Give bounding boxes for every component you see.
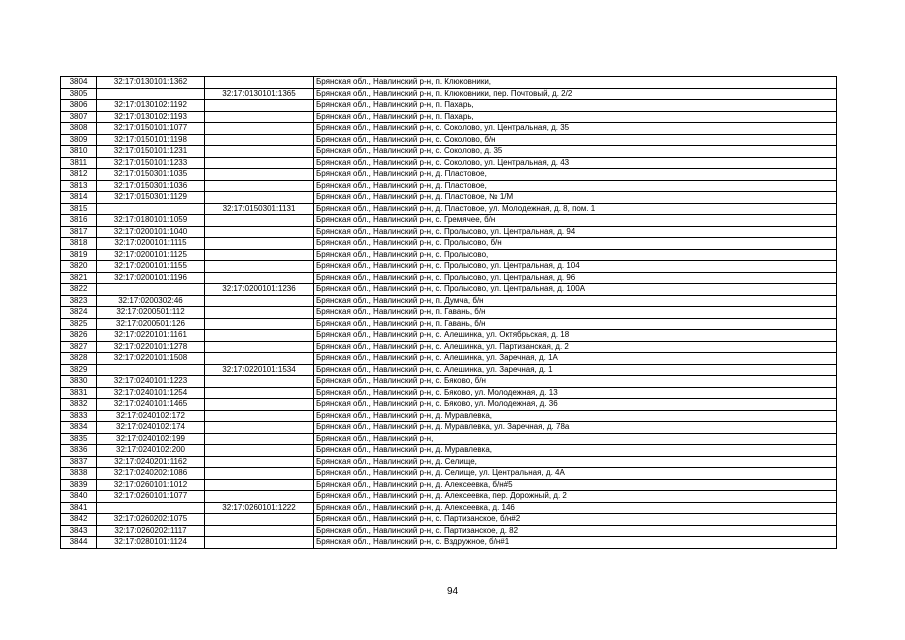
cadastral-number-cell: 32:17:0240101:1254 xyxy=(97,387,205,399)
address-cell: Брянская обл., Навлинский р-н, д. Пластовое, № 1/М xyxy=(314,192,837,204)
registry-table xyxy=(60,76,837,549)
address-cell: Брянская обл., Навлинский р-н, п. Пахарь, xyxy=(314,111,837,123)
table-row xyxy=(61,123,837,135)
secondary-cadastral-cell xyxy=(205,77,314,89)
cadastral-number-cell: 32:17:0260101:1077 xyxy=(97,491,205,503)
row-number-cell: 3804 xyxy=(61,77,97,89)
address-cell: Брянская обл., Навлинский р-н, с. Пролысово, ул. Центральная, д. 96 xyxy=(314,272,837,284)
row-number-cell: 3809 xyxy=(61,134,97,146)
secondary-cadastral-cell xyxy=(205,456,314,468)
row-number-cell: 3823 xyxy=(61,295,97,307)
address-cell: Брянская обл., Навлинский р-н, с. Соколово, д. 35 xyxy=(314,146,837,158)
address-cell: Брянская обл., Навлинский р-н, д. Муравлевка, xyxy=(314,445,837,457)
table-row xyxy=(61,169,837,181)
cadastral-number-cell: 32:17:0150101:1198 xyxy=(97,134,205,146)
address-cell: Брянская обл., Навлинский р-н, д. Селище, ул. Центральная, д. 4А xyxy=(314,468,837,480)
cadastral-number-cell: 32:17:0200501:126 xyxy=(97,318,205,330)
secondary-cadastral-cell xyxy=(205,341,314,353)
row-number-cell: 3825 xyxy=(61,318,97,330)
address-cell: Брянская обл., Навлинский р-н, д. Муравлевка, xyxy=(314,410,837,422)
registry-table-body xyxy=(61,77,837,549)
address-cell: Брянская обл., Навлинский р-н, с. Соколово, ул. Центральная, д. 35 xyxy=(314,123,837,135)
row-number-cell: 3810 xyxy=(61,146,97,158)
address-cell: Брянская обл., Навлинский р-н, д. Пластовое, ул. Молодежная, д. 8, пом. 1 xyxy=(314,203,837,215)
cadastral-number-cell: 32:17:0260202:1075 xyxy=(97,514,205,526)
row-number-cell: 3829 xyxy=(61,364,97,376)
address-cell: Брянская обл., Навлинский р-н, п. Гавань, б/н xyxy=(314,307,837,319)
table-row xyxy=(61,353,837,365)
address-cell: Брянская обл., Навлинский р-н, с. Пролысово, ул. Центральная, д. 94 xyxy=(314,226,837,238)
secondary-cadastral-cell xyxy=(205,491,314,503)
address-cell: Брянская обл., Навлинский р-н, с. Пролысово, xyxy=(314,249,837,261)
secondary-cadastral-cell xyxy=(205,399,314,411)
row-number-cell: 3816 xyxy=(61,215,97,227)
secondary-cadastral-cell xyxy=(205,433,314,445)
address-cell: Брянская обл., Навлинский р-н, с. Бяково, б/н xyxy=(314,376,837,388)
cadastral-number-cell: 32:17:0240202:1086 xyxy=(97,468,205,480)
secondary-cadastral-cell xyxy=(205,169,314,181)
secondary-cadastral-cell xyxy=(205,215,314,227)
address-cell: Брянская обл., Навлинский р-н, п. Клюковники, пер. Почтовый, д. 2/2 xyxy=(314,88,837,100)
row-number-cell: 3808 xyxy=(61,123,97,135)
cadastral-number-cell: 32:17:0240102:200 xyxy=(97,445,205,457)
row-number-cell: 3836 xyxy=(61,445,97,457)
row-number-cell: 3835 xyxy=(61,433,97,445)
table-row xyxy=(61,100,837,112)
secondary-cadastral-cell: 32:17:0260101:1222 xyxy=(205,502,314,514)
secondary-cadastral-cell xyxy=(205,134,314,146)
row-number-cell: 3811 xyxy=(61,157,97,169)
table-row xyxy=(61,410,837,422)
secondary-cadastral-cell xyxy=(205,123,314,135)
secondary-cadastral-cell xyxy=(205,330,314,342)
cadastral-number-cell: 32:17:0280101:1124 xyxy=(97,537,205,549)
row-number-cell: 3813 xyxy=(61,180,97,192)
row-number-cell: 3827 xyxy=(61,341,97,353)
table-row xyxy=(61,192,837,204)
secondary-cadastral-cell xyxy=(205,249,314,261)
row-number-cell: 3828 xyxy=(61,353,97,365)
cadastral-number-cell: 32:17:0150101:1233 xyxy=(97,157,205,169)
row-number-cell: 3806 xyxy=(61,100,97,112)
cadastral-number-cell xyxy=(97,364,205,376)
table-row xyxy=(61,479,837,491)
row-number-cell: 3824 xyxy=(61,307,97,319)
row-number-cell: 3843 xyxy=(61,525,97,537)
address-cell: Брянская обл., Навлинский р-н, с. Соколово, б/н xyxy=(314,134,837,146)
cadastral-number-cell: 32:17:0130102:1193 xyxy=(97,111,205,123)
table-row xyxy=(61,537,837,549)
cadastral-number-cell: 32:17:0240102:172 xyxy=(97,410,205,422)
cadastral-number-cell xyxy=(97,88,205,100)
table-row xyxy=(61,445,837,457)
address-cell: Брянская обл., Навлинский р-н, д. Селище, xyxy=(314,456,837,468)
address-cell: Брянская обл., Навлинский р-н, с. Партизанское, б/н#2 xyxy=(314,514,837,526)
row-number-cell: 3817 xyxy=(61,226,97,238)
secondary-cadastral-cell xyxy=(205,318,314,330)
table-row xyxy=(61,77,837,89)
table-row xyxy=(61,261,837,273)
table-row xyxy=(61,88,837,100)
address-cell: Брянская обл., Навлинский р-н, с. Алешинка, ул. Заречная, д. 1А xyxy=(314,353,837,365)
row-number-cell: 3818 xyxy=(61,238,97,250)
address-cell: Брянская обл., Навлинский р-н, п. Гавань, б/н xyxy=(314,318,837,330)
secondary-cadastral-cell xyxy=(205,525,314,537)
address-cell: Брянская обл., Навлинский р-н, п. Клюковники, xyxy=(314,77,837,89)
secondary-cadastral-cell xyxy=(205,468,314,480)
cadastral-number-cell: 32:17:0180101:1059 xyxy=(97,215,205,227)
table-row xyxy=(61,387,837,399)
row-number-cell: 3812 xyxy=(61,169,97,181)
row-number-cell: 3814 xyxy=(61,192,97,204)
row-number-cell: 3819 xyxy=(61,249,97,261)
row-number-cell: 3826 xyxy=(61,330,97,342)
cadastral-number-cell: 32:17:0220101:1278 xyxy=(97,341,205,353)
row-number-cell: 3840 xyxy=(61,491,97,503)
secondary-cadastral-cell xyxy=(205,100,314,112)
table-row xyxy=(61,456,837,468)
row-number-cell: 3815 xyxy=(61,203,97,215)
secondary-cadastral-cell xyxy=(205,410,314,422)
cadastral-number-cell: 32:17:0200101:1115 xyxy=(97,238,205,250)
address-cell: Брянская обл., Навлинский р-н, с. Алешинка, ул. Октябрьская, д. 18 xyxy=(314,330,837,342)
row-number-cell: 3820 xyxy=(61,261,97,273)
row-number-cell: 3830 xyxy=(61,376,97,388)
secondary-cadastral-cell xyxy=(205,111,314,123)
secondary-cadastral-cell xyxy=(205,514,314,526)
table-row xyxy=(61,111,837,123)
address-cell: Брянская обл., Навлинский р-н, с. Алешинка, ул. Заречная, д. 1 xyxy=(314,364,837,376)
secondary-cadastral-cell: 32:17:0130101:1365 xyxy=(205,88,314,100)
table-row xyxy=(61,318,837,330)
row-number-cell: 3837 xyxy=(61,456,97,468)
cadastral-number-cell: 32:17:0150301:1035 xyxy=(97,169,205,181)
address-cell: Брянская обл., Навлинский р-н, с. Пролысово, ул. Центральная, д. 100А xyxy=(314,284,837,296)
table-row xyxy=(61,249,837,261)
row-number-cell: 3838 xyxy=(61,468,97,480)
secondary-cadastral-cell xyxy=(205,307,314,319)
row-number-cell: 3839 xyxy=(61,479,97,491)
table-row xyxy=(61,307,837,319)
address-cell: Брянская обл., Навлинский р-н, с. Алешинка, ул. Партизанская, д. 2 xyxy=(314,341,837,353)
cadastral-number-cell: 32:17:0240201:1162 xyxy=(97,456,205,468)
secondary-cadastral-cell xyxy=(205,376,314,388)
cadastral-number-cell xyxy=(97,502,205,514)
cadastral-number-cell xyxy=(97,284,205,296)
secondary-cadastral-cell xyxy=(205,445,314,457)
address-cell: Брянская обл., Навлинский р-н, с. Вздружное, б/н#1 xyxy=(314,537,837,549)
address-cell: Брянская обл., Навлинский р-н, с. Бяково, ул. Молодежная, д. 36 xyxy=(314,399,837,411)
row-number-cell: 3841 xyxy=(61,502,97,514)
cadastral-number-cell: 32:17:0200101:1155 xyxy=(97,261,205,273)
cadastral-number-cell: 32:17:0240101:1223 xyxy=(97,376,205,388)
row-number-cell: 3805 xyxy=(61,88,97,100)
table-row xyxy=(61,514,837,526)
secondary-cadastral-cell xyxy=(205,479,314,491)
address-cell: Брянская обл., Навлинский р-н, д. Пластовое, xyxy=(314,180,837,192)
table-row xyxy=(61,146,837,158)
address-cell: Брянская обл., Навлинский р-н, д. Алексеевка, б/н#5 xyxy=(314,479,837,491)
address-cell: Брянская обл., Навлинский р-н, xyxy=(314,433,837,445)
row-number-cell: 3833 xyxy=(61,410,97,422)
table-row xyxy=(61,157,837,169)
cadastral-number-cell xyxy=(97,203,205,215)
address-cell: Брянская обл., Навлинский р-н, д. Алексеевка, пер. Дорожный, д. 2 xyxy=(314,491,837,503)
secondary-cadastral-cell xyxy=(205,387,314,399)
cadastral-number-cell: 32:17:0220101:1161 xyxy=(97,330,205,342)
cadastral-number-cell: 32:17:0150101:1231 xyxy=(97,146,205,158)
secondary-cadastral-cell xyxy=(205,157,314,169)
address-cell: Брянская обл., Навлинский р-н, д. Муравлевка, ул. Заречная, д. 78а xyxy=(314,422,837,434)
row-number-cell: 3821 xyxy=(61,272,97,284)
secondary-cadastral-cell xyxy=(205,422,314,434)
row-number-cell: 3807 xyxy=(61,111,97,123)
table-row xyxy=(61,376,837,388)
cadastral-number-cell: 32:17:0150101:1077 xyxy=(97,123,205,135)
table-row xyxy=(61,525,837,537)
table-row xyxy=(61,502,837,514)
cadastral-number-cell: 32:17:0220101:1508 xyxy=(97,353,205,365)
cadastral-number-cell: 32:17:0240101:1465 xyxy=(97,399,205,411)
row-number-cell: 3832 xyxy=(61,399,97,411)
table-row xyxy=(61,134,837,146)
address-cell: Брянская обл., Навлинский р-н, с. Соколово, ул. Центральная, д. 43 xyxy=(314,157,837,169)
row-number-cell: 3822 xyxy=(61,284,97,296)
address-cell: Брянская обл., Навлинский р-н, п. Пахарь, xyxy=(314,100,837,112)
cadastral-number-cell: 32:17:0260101:1012 xyxy=(97,479,205,491)
secondary-cadastral-cell: 32:17:0150301:1131 xyxy=(205,203,314,215)
cadastral-number-cell: 32:17:0150301:1129 xyxy=(97,192,205,204)
cadastral-number-cell: 32:17:0130102:1192 xyxy=(97,100,205,112)
table-row xyxy=(61,180,837,192)
secondary-cadastral-cell xyxy=(205,180,314,192)
cadastral-number-cell: 32:17:0130101:1362 xyxy=(97,77,205,89)
secondary-cadastral-cell xyxy=(205,272,314,284)
table-row xyxy=(61,341,837,353)
secondary-cadastral-cell xyxy=(205,238,314,250)
table-row xyxy=(61,491,837,503)
secondary-cadastral-cell: 32:17:0200101:1236 xyxy=(205,284,314,296)
row-number-cell: 3842 xyxy=(61,514,97,526)
address-cell: Брянская обл., Навлинский р-н, с. Партизанское, д. 82 xyxy=(314,525,837,537)
row-number-cell: 3831 xyxy=(61,387,97,399)
secondary-cadastral-cell xyxy=(205,146,314,158)
address-cell: Брянская обл., Навлинский р-н, с. Пролысово, б/н xyxy=(314,238,837,250)
secondary-cadastral-cell xyxy=(205,537,314,549)
cadastral-number-cell: 32:17:0200501:112 xyxy=(97,307,205,319)
cadastral-number-cell: 32:17:0240102:199 xyxy=(97,433,205,445)
table-row xyxy=(61,295,837,307)
secondary-cadastral-cell xyxy=(205,261,314,273)
cadastral-number-cell: 32:17:0200101:1125 xyxy=(97,249,205,261)
secondary-cadastral-cell xyxy=(205,353,314,365)
cadastral-number-cell: 32:17:0200302:46 xyxy=(97,295,205,307)
secondary-cadastral-cell xyxy=(205,295,314,307)
table-row xyxy=(61,215,837,227)
table-row xyxy=(61,330,837,342)
table-row xyxy=(61,238,837,250)
table-row xyxy=(61,422,837,434)
table-row xyxy=(61,364,837,376)
table-row xyxy=(61,433,837,445)
address-cell: Брянская обл., Навлинский р-н, д. Пластовое, xyxy=(314,169,837,181)
secondary-cadastral-cell xyxy=(205,192,314,204)
table-row xyxy=(61,284,837,296)
table-row xyxy=(61,226,837,238)
cadastral-number-cell: 32:17:0200101:1040 xyxy=(97,226,205,238)
secondary-cadastral-cell: 32:17:0220101:1534 xyxy=(205,364,314,376)
address-cell: Брянская обл., Навлинский р-н, с. Гремячее, б/н xyxy=(314,215,837,227)
cadastral-number-cell: 32:17:0200101:1196 xyxy=(97,272,205,284)
secondary-cadastral-cell xyxy=(205,226,314,238)
table-row xyxy=(61,272,837,284)
row-number-cell: 3834 xyxy=(61,422,97,434)
address-cell: Брянская обл., Навлинский р-н, с. Пролысово, ул. Центральная, д. 104 xyxy=(314,261,837,273)
cadastral-number-cell: 32:17:0260202:1117 xyxy=(97,525,205,537)
cadastral-number-cell: 32:17:0150301:1036 xyxy=(97,180,205,192)
table-row xyxy=(61,468,837,480)
address-cell: Брянская обл., Навлинский р-н, д. Алексеевка, д. 146 xyxy=(314,502,837,514)
address-cell: Брянская обл., Навлинский р-н, п. Думча, б/н xyxy=(314,295,837,307)
table-row xyxy=(61,399,837,411)
cadastral-number-cell: 32:17:0240102:174 xyxy=(97,422,205,434)
table-row xyxy=(61,203,837,215)
page-number: 94 xyxy=(446,586,459,597)
address-cell: Брянская обл., Навлинский р-н, с. Бяково, ул. Молодежная, д. 13 xyxy=(314,387,837,399)
row-number-cell: 3844 xyxy=(61,537,97,549)
